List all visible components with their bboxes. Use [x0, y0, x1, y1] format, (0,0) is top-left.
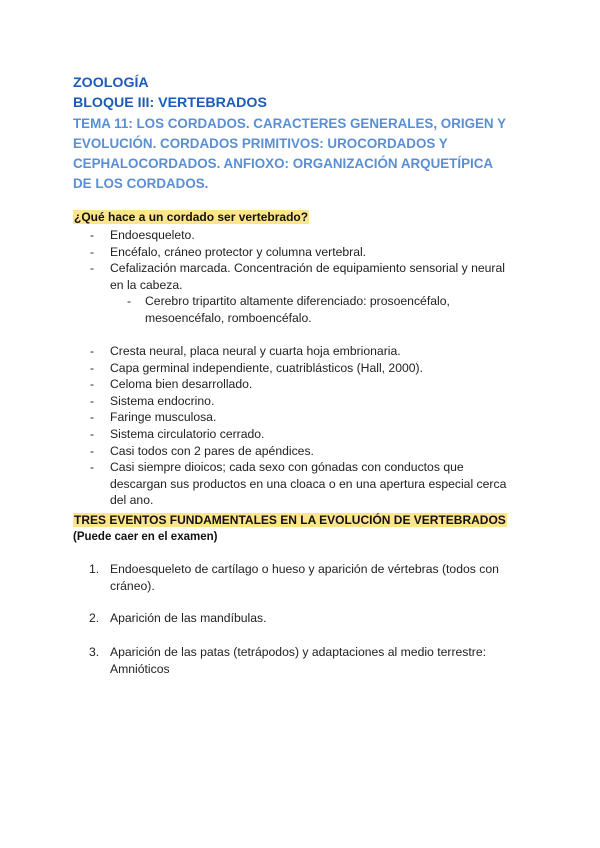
topic-title: TEMA 11: LOS CORDADOS. CARACTERES GENERALES, ORIGEN Y EVOLUCIÓN. CORDADOS PRIMITIVOS: UROCORDADOS Y CEPHALOCORDADOS. ANFIOXO: ORGANIZACIÓN ARQUETÍPICA DE LOS CORDADOS. — [73, 116, 506, 191]
section2-note: (Puede caer en el examen) — [73, 531, 218, 543]
list-item: - Faringe musculosa. — [90, 410, 217, 425]
list-item: - Casi todos con 2 pares de apéndices. — [90, 443, 314, 458]
subject-title: ZOOLOGÍA — [73, 75, 149, 91]
list-item: - Sistema circulatorio cerrado. — [90, 426, 265, 441]
vertebrate-traits-list-a — [0, 227, 520, 327]
list-item: - Casi siempre dioicos; cada sexo con gónadas con conductos que descargan sus productos en una cloaca o en una apertura especial cerca del ano. — [90, 460, 507, 508]
events-list — [0, 610, 510, 627]
list-item: - Encéfalo, cráneo protector y columna vertebral. — [90, 244, 367, 259]
list-item: - Cefalización marcada. Concentración de equipamiento sensorial y neural en la cabeza. — [90, 261, 505, 292]
event-item: 2. Aparición de las mandíbulas. — [89, 611, 267, 625]
event-item: 3. Aparición de las patas (tetrápodos) y adaptaciones al medio terrestre: Amnióticos — [89, 645, 486, 676]
block-title: BLOQUE III: VERTEBRADOS — [73, 95, 267, 111]
section1-question: ¿Qué hace a un cordado ser vertebrado? — [74, 210, 309, 224]
list-item: - Sistema endocrino. — [90, 393, 215, 408]
section2-title: TRES EVENTOS FUNDAMENTALES EN LA EVOLUCIÓN DE VERTEBRADOS — [74, 513, 506, 527]
events-list — [0, 644, 510, 678]
vertebrate-traits-list-b — [0, 343, 520, 509]
list-item: - Celoma bien desarrollado. — [90, 377, 253, 392]
list-item: - Cresta neural, placa neural y cuarta hoja embrionaria. — [90, 344, 401, 358]
events-list — [0, 561, 510, 595]
sub-list-item: - Cerebro tripartito altamente diferenciado: prosoencéfalo, mesoencéfalo, romboencéfalo. — [127, 294, 450, 325]
event-item: 1. Endoesqueleto de cartílago o hueso y aparición de vértebras (todos con cráneo). — [89, 562, 499, 593]
list-item: - Capa germinal independiente, cuatriblásticos (Hall, 2000). — [90, 360, 423, 375]
list-item: - Endoesqueleto. — [90, 228, 195, 242]
